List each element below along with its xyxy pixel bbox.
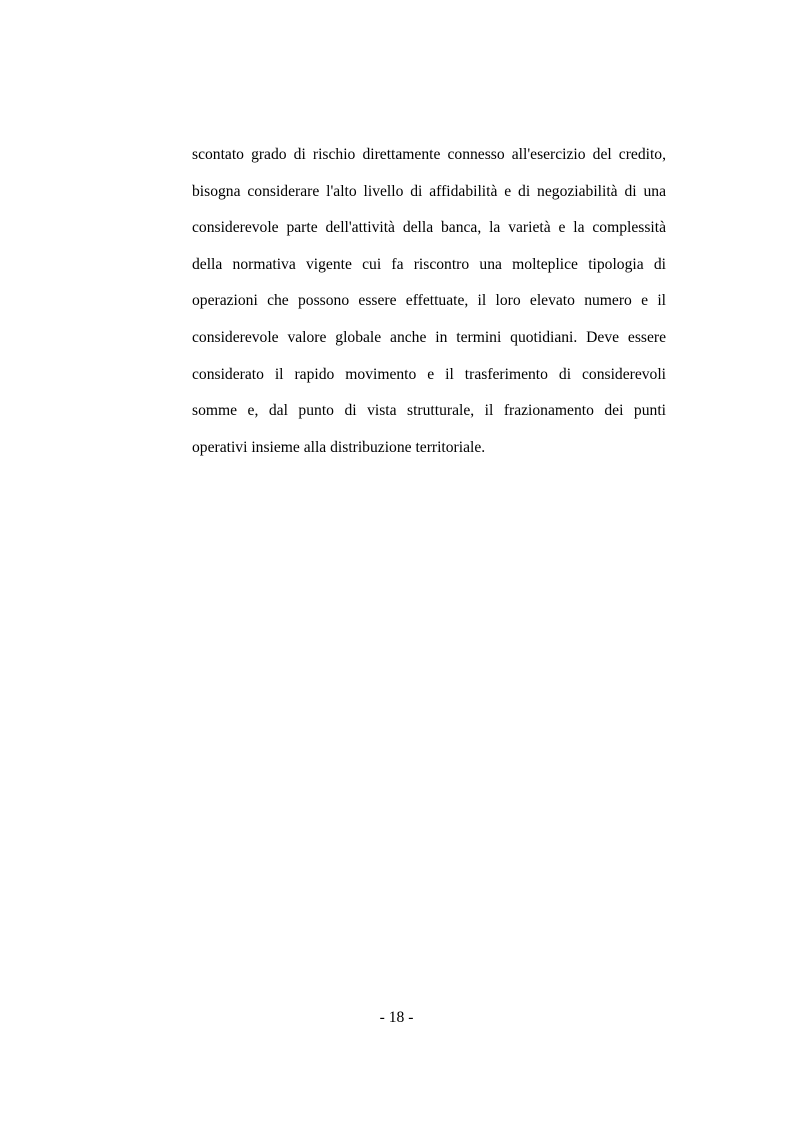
paragraph-line-2: bisogna considerare l'alto livello di affidabilità e di negoziabilità di una: [192, 182, 666, 200]
paragraph-line-8: somme e, dal punto di vista strutturale, il frazionamento dei punti: [192, 402, 666, 420]
paragraph-line-1: scontato grado di rischio direttamente connesso all'esercizio del credito,: [192, 146, 666, 163]
paragraph-line-7: considerato il rapido movimento e il trasferimento di considerevoli: [192, 365, 666, 383]
paragraph-line-3: considerevole parte dell'attività della banca, la varietà e la complessità: [192, 219, 666, 237]
paragraph-line-6: considerevole valore globale anche in termini quotidiani. Deve essere: [192, 328, 666, 346]
paragraph-line-9: operativi insieme alla distribuzione territoriale.: [192, 438, 486, 456]
page-number: - 18 -: [379, 1009, 414, 1026]
paragraph-line-5: operazioni che possono essere effettuate, il loro elevato numero e il: [192, 292, 666, 310]
body-paragraph: [192, 141, 666, 470]
paragraph-line-4: della normativa vigente cui fa riscontro una molteplice tipologia di: [192, 255, 666, 273]
